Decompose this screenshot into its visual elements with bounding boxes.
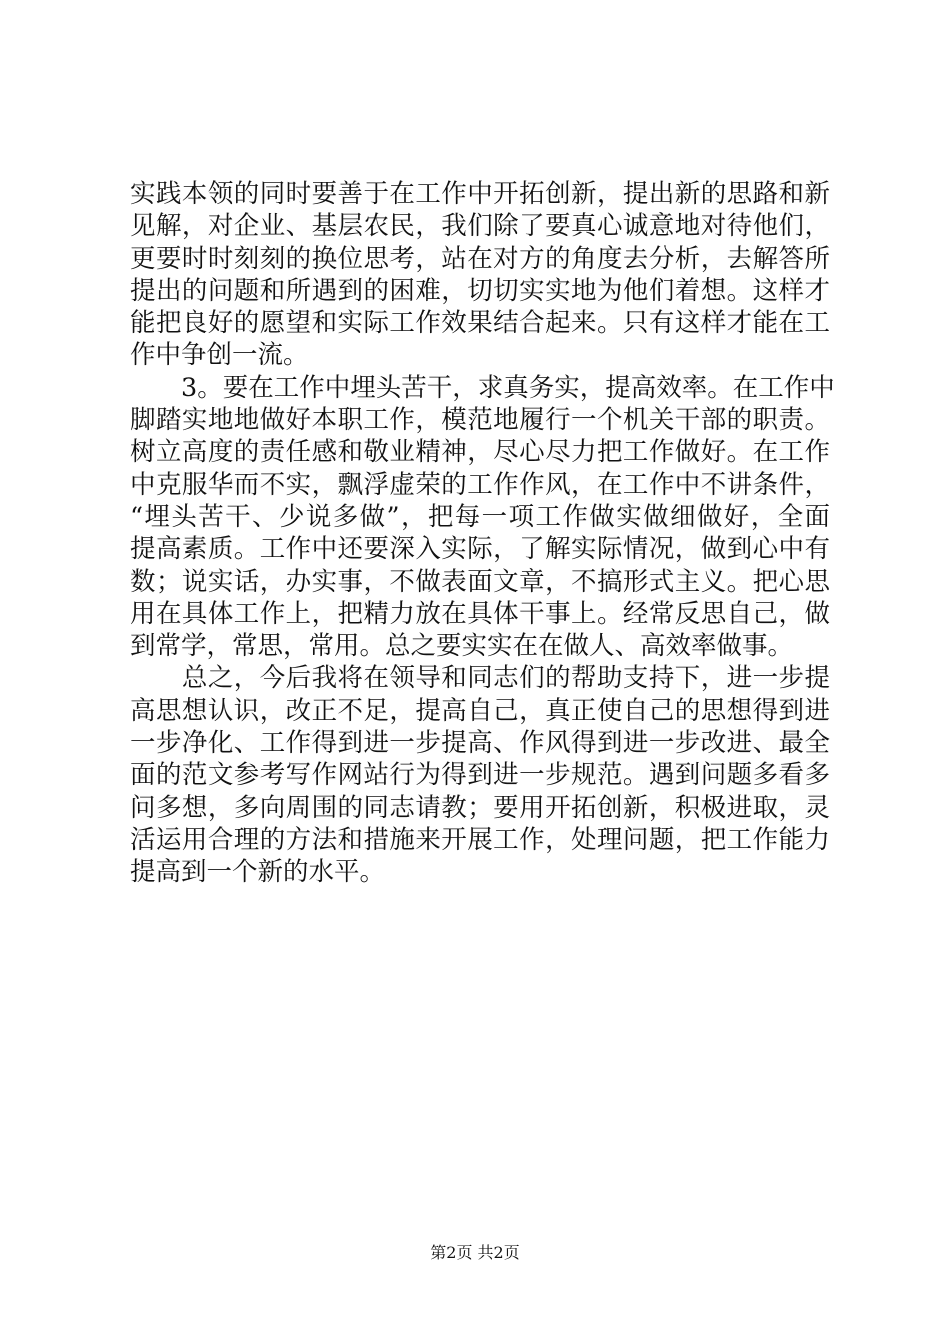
text-line: 高思想认识，改正不足，提高自己，真正使自己的思想得到进 — [130, 695, 830, 726]
text-line: 实践本领的同时要善于在工作中开拓创新，提出新的思路和新 — [130, 179, 830, 209]
text-line: “埋头苦干、少说多做”，把每一项工作做实做细做好，全面 — [130, 501, 830, 532]
body-text — [130, 178, 835, 889]
text-line: 提高素质。工作中还要深入实际，了解实际情况，做到心中有 — [130, 534, 830, 565]
text-line: 3。要在工作中埋头苦干，求真务实，提高效率。在工作中 — [130, 372, 835, 403]
text-line: 一步净化、工作得到进一步提高、作风得到进一步改进、最全 — [130, 728, 830, 759]
text-line: 面的范文参考写作网站行为得到进一步规范。遇到问题多看多 — [130, 760, 830, 791]
text-line: 更要时时刻刻的换位思考，站在对方的角度去分析，去解答所 — [130, 243, 830, 274]
text-line: 提出的问题和所遇到的困难，切切实实地为他们着想。这样才 — [130, 275, 830, 306]
text-line: 脚踏实地地做好本职工作，模范地履行一个机关干部的职责。 — [130, 405, 830, 436]
text-line: 总之，今后我将在领导和同志们的帮助支持下，进一步提 — [130, 663, 830, 694]
text-line: 树立高度的责任感和敬业精神，尽心尽力把工作做好。在工作 — [130, 437, 830, 468]
text-line: 中克服华而不实，飘浮虚荣的工作作风，在工作中不讲条件， — [130, 469, 830, 500]
page-number-footer: 第2页 共2页 — [430, 1243, 520, 1262]
text-line: 能把良好的愿望和实际工作效果结合起来。只有这样才能在工 — [130, 308, 830, 339]
text-line: 提高到一个新的水平。 — [130, 857, 386, 888]
text-line: 作中争创一流。 — [130, 340, 309, 371]
text-line: 活运用合理的方法和措施来开展工作，处理问题，把工作能力 — [130, 824, 830, 855]
text-line: 到常学，常思，常用。总之要实实在在做人、高效率做事。 — [130, 631, 794, 662]
text-line: 见解，对企业、基层农民，我们除了要真心诚意地对待他们， — [130, 211, 830, 242]
text-line: 数；说实话，办实事，不做表面文章，不搞形式主义。把心思 — [130, 566, 830, 597]
text-line: 问多想，多向周围的同志请教；要用开拓创新，积极进取，灵 — [130, 792, 830, 823]
text-line: 用在具体工作上，把精力放在具体干事上。经常反思自己，做 — [130, 598, 830, 629]
